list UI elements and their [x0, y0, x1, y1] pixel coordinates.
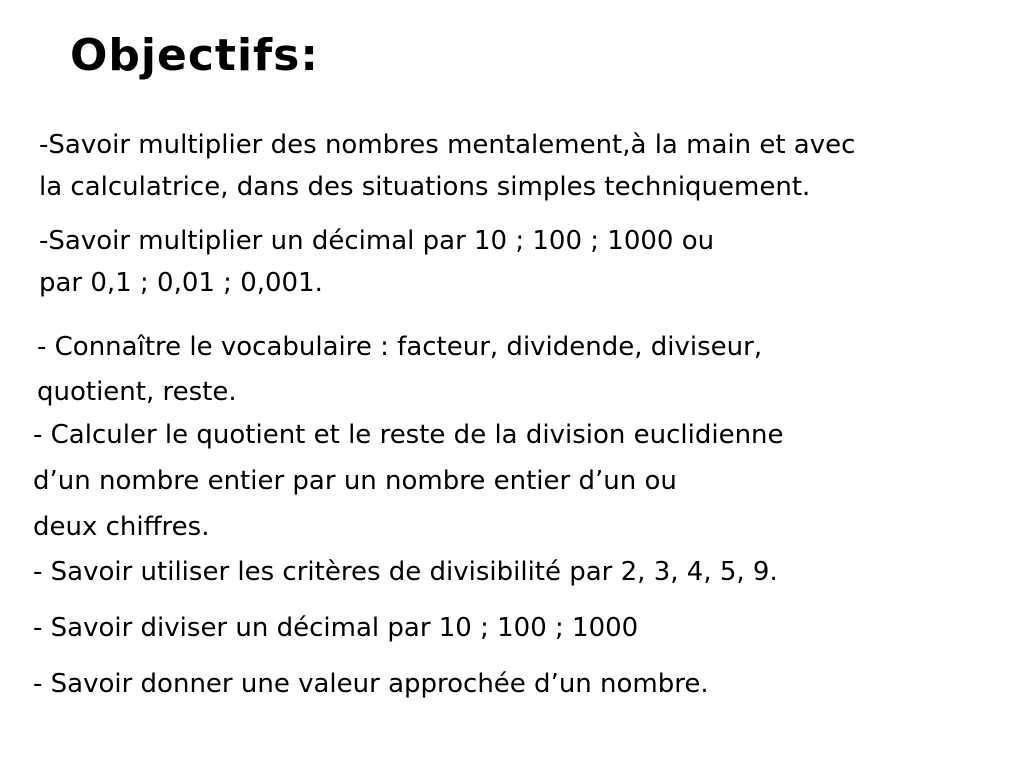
objective-divide-decimal [33, 608, 638, 648]
objective-line: la calculatrice, dans des situations simples techniquement. [39, 172, 811, 202]
objective-line: - Connaître le vocabulaire : facteur, dividende, diviseur, [37, 332, 763, 362]
objective-multiply-decimal [39, 220, 714, 304]
objective-line: -Savoir multiplier des nombres mentalement,à la main et avec [39, 130, 856, 160]
objective-line: d’un nombre entier par un nombre entier d’un ou [33, 466, 677, 496]
objective-line: -Savoir multiplier un décimal par 10 ; 100 ; 1000 ou [39, 226, 715, 256]
objective-line: - Savoir utiliser les critères de divisibilité par 2, 3, 4, 5, 9. [33, 557, 778, 587]
objective-vocabulary [37, 325, 762, 415]
objective-line: par 0,1 ; 0,01 ; 0,001. [39, 268, 323, 298]
objective-line: - Savoir donner une valeur approchée d’un nombre. [33, 669, 709, 699]
objective-line: deux chiffres. [33, 512, 210, 542]
objective-multiply-mental [39, 124, 855, 208]
objective-approximation [33, 664, 709, 704]
objective-line: - Calculer le quotient et le reste de la division euclidienne [33, 420, 784, 450]
objective-divisibility [33, 552, 778, 592]
objective-line: - Savoir diviser un décimal par 10 ; 100 ; 1000 [33, 613, 639, 643]
objective-line: quotient, reste. [37, 377, 237, 407]
slide-title: Objectifs: [70, 30, 319, 81]
objective-euclidean-division [33, 412, 784, 550]
